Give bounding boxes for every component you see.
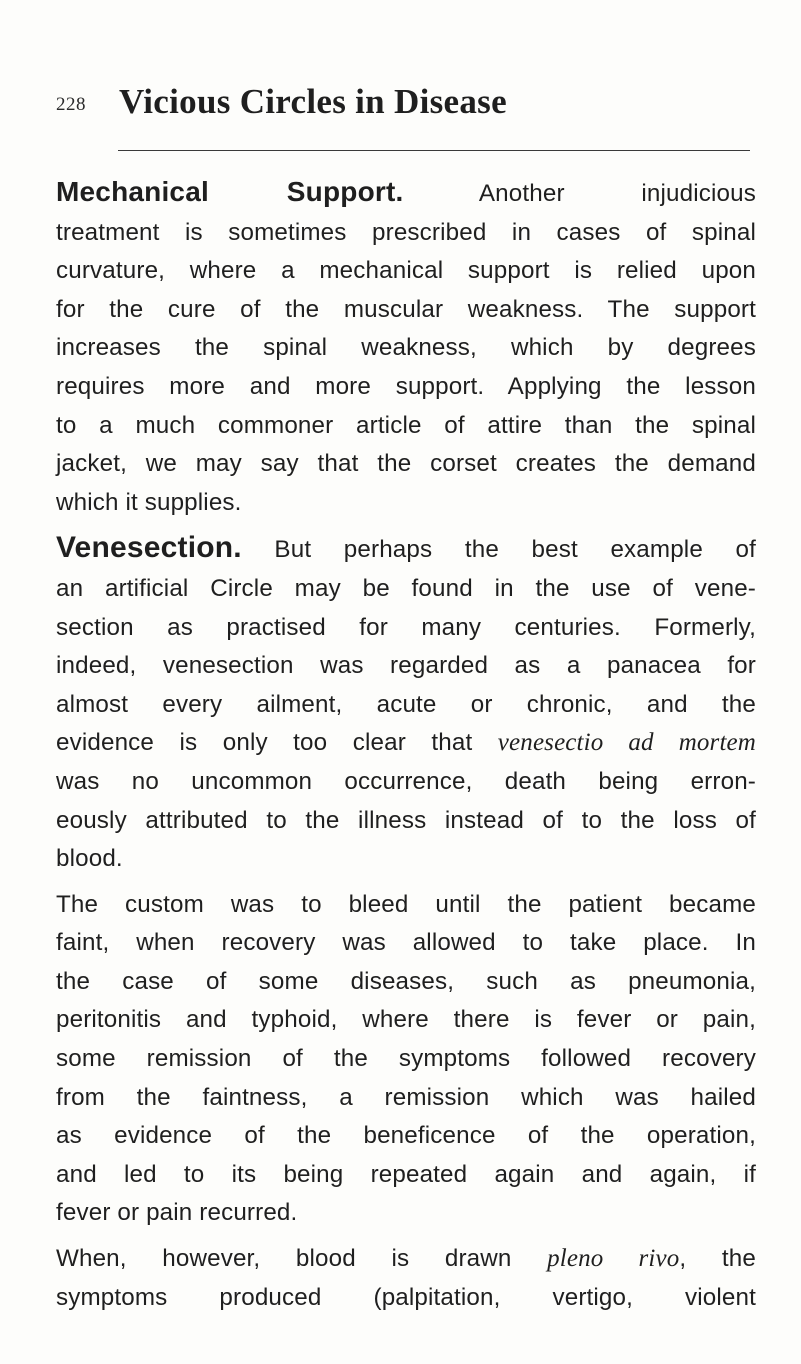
section-heading-mechanical-support: Mechanical Support. (56, 176, 404, 207)
text-line: eously attributed to the illness instead of to the loss of (56, 806, 756, 834)
text-line: as evidence of the beneficence of the operation, (56, 1122, 756, 1150)
text-line: from the faintness, a remission which was hailed (56, 1083, 756, 1111)
text-line: peritonitis and typhoid, where there is fever or pain, (56, 1006, 756, 1034)
text-line: When, however, blood is drawn pleno rivo, the (56, 1245, 756, 1273)
text-line: indeed, venesection was regarded as a panacea for (56, 652, 756, 680)
text-line: and led to its being repeated again and again, if (56, 1160, 756, 1188)
text-line: fever or pain recurred. (56, 1199, 298, 1227)
paragraph-pleno-rivo (56, 1240, 756, 1317)
text-line: section as practised for many centuries. Formerly, (56, 613, 756, 641)
text-line: blood. (56, 845, 123, 873)
paragraph-mechanical-support (56, 173, 756, 522)
page-header (0, 0, 801, 160)
text-line: jacket, we may say that the corset creates the demand (56, 450, 756, 478)
text-line: symptoms produced (palpitation, vertigo, violent (56, 1283, 756, 1311)
text-line: treatment is sometimes prescribed in cases of spinal (56, 218, 756, 246)
text-line: almost every ailment, acute or chronic, and the (56, 690, 756, 718)
paragraph-custom (56, 886, 756, 1233)
text-line: faint, when recovery was allowed to take place. In (56, 929, 756, 957)
text-line: an artificial Circle may be found in the use of vene- (56, 574, 756, 602)
section-heading-venesection: Venesection. (56, 531, 242, 565)
text-line: some remission of the symptoms followed recovery (56, 1045, 756, 1073)
running-head: Vicious Circles in Disease (119, 82, 507, 121)
text-line: evidence is only too clear that venesectio ad mortem (56, 729, 756, 757)
header-rule (118, 150, 750, 151)
text-line: Venesection. But perhaps the best example of (56, 531, 756, 565)
body-text (56, 173, 756, 1324)
italic-phrase: pleno rivo (547, 1245, 680, 1273)
text-line: Mechanical Support. Another injudicious (56, 176, 757, 207)
text-line: to a much commoner article of attire than the spinal (56, 411, 756, 439)
text-line: increases the spinal weakness, which by degrees (56, 334, 756, 362)
text-line: for the cure of the muscular weakness. The support (56, 295, 756, 323)
italic-phrase: venesectio ad mortem (497, 729, 756, 757)
paragraph-venesection (56, 529, 756, 878)
text-line: curvature, where a mechanical support is relied upon (56, 257, 756, 285)
text-line: requires more and more support. Applying the lesson (56, 372, 756, 400)
text-line: The custom was to bleed until the patient became (56, 890, 756, 918)
page-number: 228 (56, 94, 86, 115)
text-line: which it supplies. (56, 488, 242, 516)
text-line: was no uncommon occurrence, death being erron- (56, 767, 756, 795)
text-line: the case of some diseases, such as pneumonia, (56, 967, 756, 995)
